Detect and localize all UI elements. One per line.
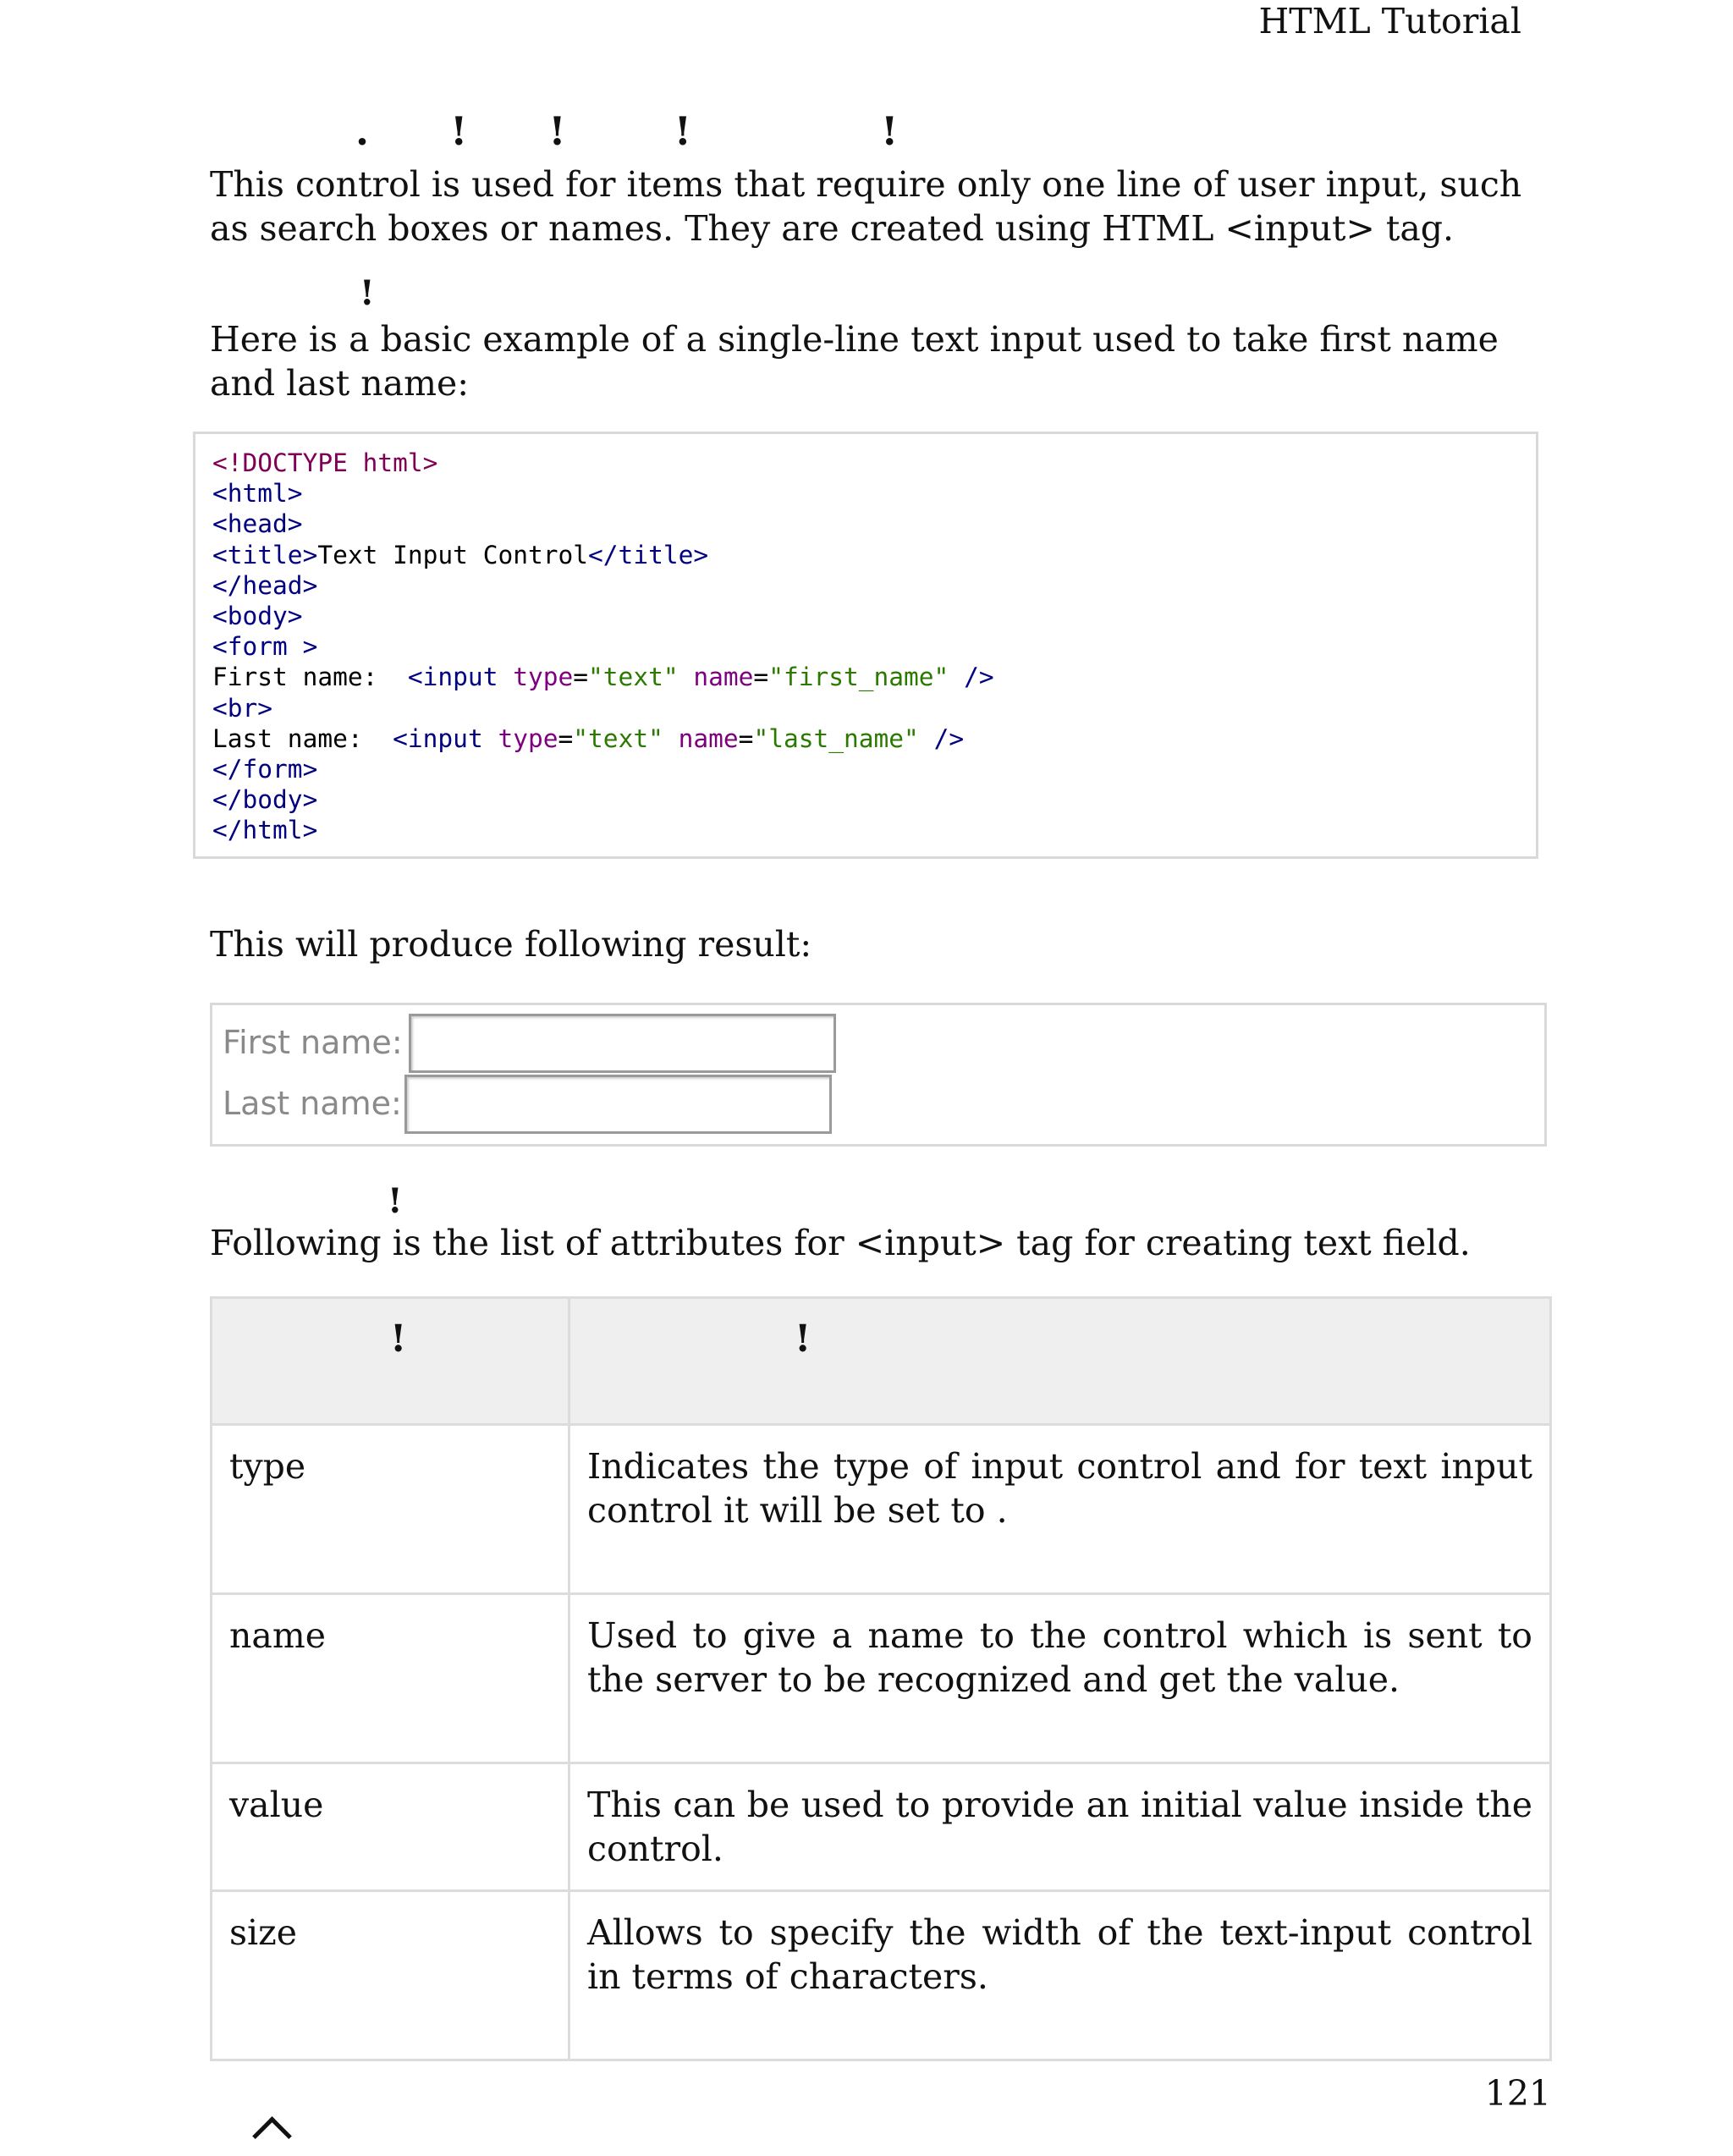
- table-row: [212, 1891, 1551, 2060]
- table-header-row: [212, 1298, 1551, 1425]
- code-title-text: Text Input Control: [317, 540, 589, 569]
- result-preview: [210, 1003, 1547, 1147]
- code-first-input-open: <input: [407, 663, 514, 692]
- code-line-doctype: <!DOCTYPE html>: [212, 448, 438, 477]
- last-name-label: Last name:: [223, 1085, 402, 1122]
- attributes-table: [210, 1296, 1552, 2061]
- code-last-eq1: =: [558, 723, 574, 753]
- code-last-eq2: =: [738, 723, 754, 753]
- code-line-br: <br>: [212, 693, 273, 723]
- example-paragraph: Here is a basic example of a single-line text input used to take first name and last name:: [210, 319, 1499, 404]
- first-name-label: First name:: [223, 1024, 403, 1061]
- attributes-heading-mark: !: [388, 1181, 403, 1221]
- code-line-head-close: </head>: [212, 570, 318, 600]
- code-first-input-close: />: [949, 663, 994, 692]
- attribute-cell: size: [212, 1891, 569, 2060]
- attribute-cell: type: [212, 1425, 569, 1594]
- code-example: [193, 432, 1538, 859]
- attribute-cell: name: [212, 1594, 569, 1763]
- attribute-cell: value: [212, 1763, 569, 1891]
- code-last-attr-name: name: [678, 723, 739, 753]
- code-first-val-type: "text": [588, 663, 679, 692]
- intro-paragraph: This control is used for items that require only one line of user input, such as search boxes or names. They are created using HTML <input> tag.: [210, 164, 1522, 249]
- code-line-form-close: </form>: [212, 755, 318, 784]
- code-first-eq1: =: [573, 663, 589, 692]
- code-line-html-close: </html>: [212, 816, 318, 845]
- code-last-input-open: <input: [393, 723, 498, 753]
- code-line-body-open: <body>: [212, 602, 303, 631]
- table-row: [212, 1594, 1551, 1763]
- code-line-body-close: </body>: [212, 785, 318, 815]
- description-cell: Used to give a name to the control which is sent to the server to be recognized and get the value.: [569, 1594, 1551, 1763]
- code-last-attr-type: type: [498, 723, 558, 753]
- description-cell: Indicates the type of input control and for text input control it will be set to .: [569, 1425, 1551, 1594]
- table-row: [212, 1425, 1551, 1594]
- result-paragraph: This will produce following result:: [210, 924, 812, 965]
- description-cell: This can be used to provide an initial value inside the control.: [569, 1763, 1551, 1891]
- table-row: [212, 1763, 1551, 1891]
- code-last-val-type: "text": [573, 723, 663, 753]
- code-line-html-open: <html>: [212, 479, 303, 509]
- code-last-input-close: />: [918, 723, 965, 753]
- code-first-attr-name: name: [693, 663, 754, 692]
- code-title-close: </title>: [588, 540, 709, 569]
- code-line-form-open: <form >: [212, 632, 318, 662]
- description-cell: Allows to specify the width of the text-input control in terms of characters.: [569, 1891, 1551, 2060]
- table-header-description: !: [569, 1298, 1551, 1425]
- running-header: HTML Tutorial: [1258, 1, 1521, 41]
- example-heading-mark: !: [360, 273, 375, 313]
- code-first-attr-type: type: [513, 663, 574, 692]
- first-name-input[interactable]: [409, 1014, 836, 1073]
- section-heading-marks: . ! ! ! !: [355, 108, 899, 154]
- code-line-head-open: <head>: [212, 509, 303, 539]
- page-number: 121: [1484, 2073, 1551, 2114]
- code-first-eq2: =: [753, 663, 769, 692]
- code-last-name-text: Last name:: [212, 723, 393, 753]
- code-first-val-name: "first_name": [768, 663, 949, 692]
- last-name-input[interactable]: [404, 1075, 832, 1134]
- attributes-paragraph: Following is the list of attributes for <input> tag for creating text field.: [210, 1223, 1471, 1263]
- code-last-val-name: "last_name": [753, 723, 919, 753]
- code-first-name-text: First name:: [212, 663, 408, 692]
- table-header-attribute: !: [212, 1298, 569, 1425]
- code-title-open: <title>: [212, 540, 318, 569]
